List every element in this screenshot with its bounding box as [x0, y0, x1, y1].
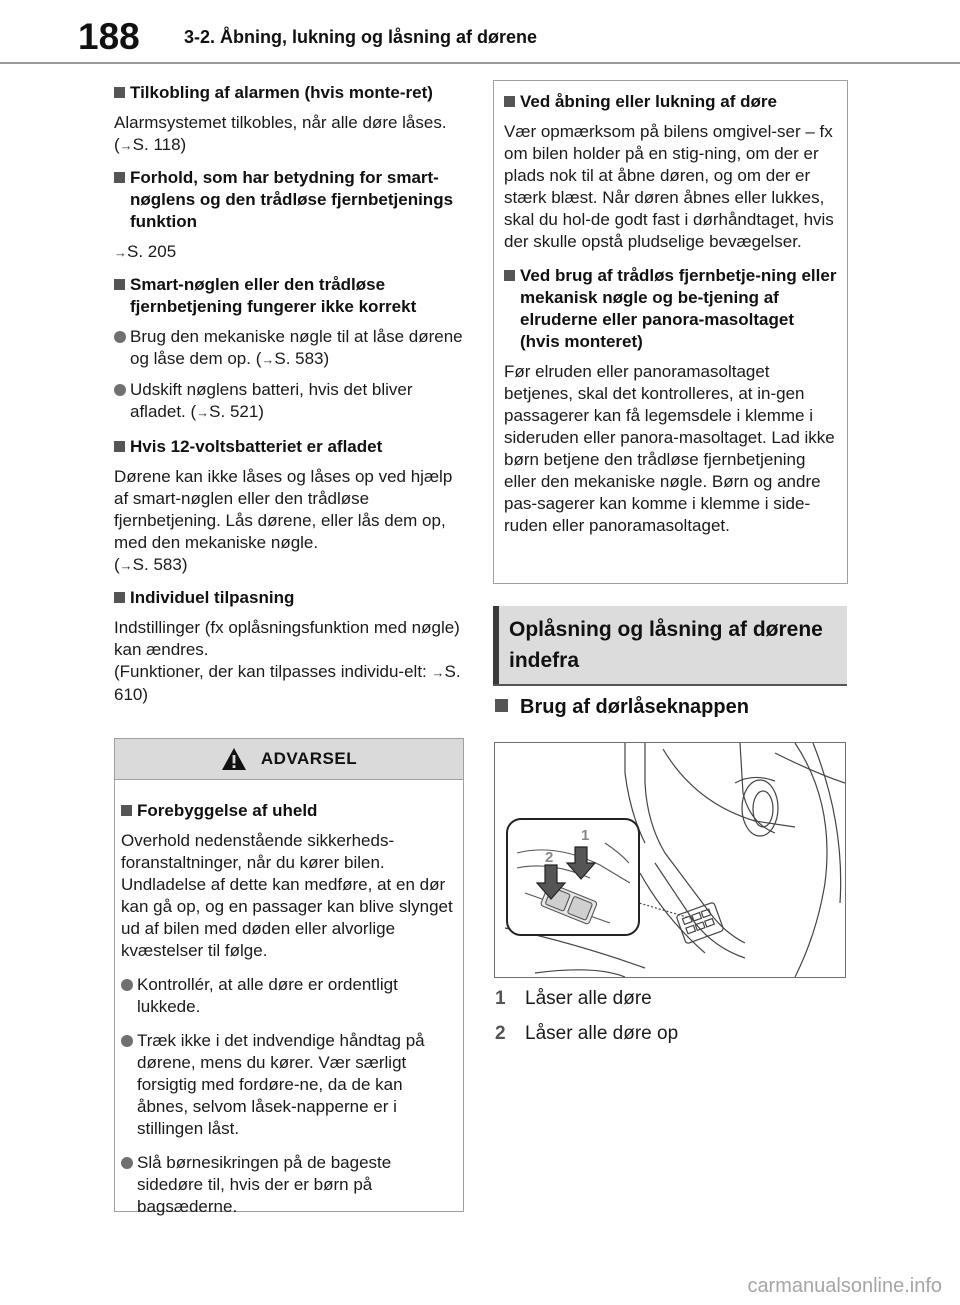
battery-ref: (→S. 583)	[114, 555, 188, 574]
chapter-title: 3-2. Åbning, lukning og låsning af dørene	[184, 27, 538, 47]
door-panel-drawing	[495, 743, 845, 977]
circle-bullet-icon	[121, 1035, 133, 1047]
alarm-page-link[interactable]: S. 118)	[132, 135, 187, 154]
custom-text-2: (Funktioner, der kan tilpasses individu-elt: →S. 610)	[114, 662, 461, 704]
warning-bullet: Træk ikke i det indvendige håndtag på dørene, mens du kører. Vær særligt forsigtig med fordøre-ne, da de kan åbnes, selvom låsek-napperne er i stillingen låst.	[121, 1030, 453, 1140]
square-bullet-icon	[114, 441, 125, 452]
malfunction-bullet: Udskift nøglens batteri, hvis det bliver afladet. (→S. 521)	[114, 379, 466, 424]
callout-2: 2	[545, 849, 554, 866]
alarm-text: Alarmsystemet tilkobles, når alle døre låses. (→S. 118)	[114, 113, 447, 154]
arrow-right-icon: →	[196, 405, 210, 420]
callout-1: 1	[581, 827, 590, 844]
square-bullet-icon	[504, 96, 515, 107]
battery-heading: Hvis 12-voltsbatteriet er afladet	[114, 436, 466, 458]
custom-text: Indstillinger (fx oplåsningsfunktion med nøgle) kan ændres.	[114, 618, 460, 659]
malfunction-bullet: Brug den mekaniske nøgle til at låse dørene og låse dem op. (→S. 583)	[114, 326, 466, 371]
warning-text: Overhold nedenstående sikkerheds-foranstaltninger, når du kører bilen. Undladelse af dette kan medføre, at en dør kan gå op, og en passager kan blive slynget ud af bilen med døden eller alvorlige kvæstelser til følge.	[121, 831, 453, 960]
battery-page-link[interactable]: S. 583)	[132, 555, 188, 574]
circle-bullet-icon	[121, 979, 133, 991]
warning-box	[114, 738, 464, 1216]
page-link[interactable]: S. 583)	[274, 349, 330, 368]
square-bullet-icon	[114, 592, 125, 603]
note-heading-1: Ved åbning eller lukning af døre	[504, 91, 837, 113]
circle-bullet-icon	[114, 384, 126, 396]
custom-page-link[interactable]: S. 610)	[114, 662, 461, 704]
arrow-right-icon: →	[431, 665, 445, 680]
square-bullet-icon	[504, 270, 515, 281]
battery-text: Dørene kan ikke låses og låses op ved hjælp af smart-nøglen eller den trådløse fjernbetjening. Lås dørene, eller lås dem op, med den mekaniske nøgle.	[114, 467, 453, 552]
note-box	[493, 80, 848, 584]
arrow-right-icon: →	[261, 352, 275, 367]
section-accent-bar	[493, 606, 499, 684]
warning-bullet: Slå børnesikringen på de bageste sidedøre til, hvis der er børn på bagsæderne.	[121, 1152, 453, 1218]
square-bullet-icon	[114, 87, 125, 98]
square-bullet-icon	[495, 699, 508, 712]
note-text-1: Vær opmærksom på bilens omgivel-ser – fx om bilen holder på en stig-ning, om der er plads nok til at åbne døren, og om der er stærk blæst. Når døren åbnes eller lukkes, skal du hol-de godt fast i dørhåndtaget, hvis der skulle opstå pludselige bevægelser.	[504, 122, 834, 251]
warning-triangle-icon	[221, 747, 247, 771]
malfunction-heading: Smart-nøglen eller den trådløse fjernbetjening fungerer ikke korrekt	[114, 274, 466, 318]
circle-bullet-icon	[121, 1157, 133, 1169]
custom-heading: Individuel tilpasning	[114, 587, 466, 609]
conditions-ref	[114, 241, 466, 264]
list-item: 1 Låser alle døre	[495, 988, 652, 1009]
door-lock-switch-illustration	[494, 742, 846, 978]
list-item: 2 Låser alle døre op	[495, 1023, 679, 1044]
header-rule	[0, 62, 960, 64]
subsection-heading: Brug af dørlåseknappen	[495, 696, 749, 719]
alarm-heading: Tilkobling af alarmen (hvis monte-ret)	[114, 82, 466, 104]
section-title: Oplåsning og låsning af dørene indefra	[509, 618, 823, 672]
note-text-2: Før elruden eller panoramasoltaget betjenes, skal det kontrolleres, at in-gen passagerer kan få legemsdele i klemme i sideruden eller panora-masoltaget. Lad ikke børn betjene den trådløse fjernbetjening eller den mekaniske nøgle. Børn og andre pas-sagerer kan komme i klemme i side-ruden eller panoramasoltaget.	[504, 362, 835, 535]
arrow-right-icon: →	[119, 138, 133, 153]
conditions-heading: Forhold, som har betydning for smart-nøglens og den trådløse fjernbetjenings funktion	[114, 167, 466, 233]
circle-bullet-icon	[114, 331, 126, 343]
square-bullet-icon	[121, 805, 132, 816]
steps-list	[495, 986, 847, 1056]
page-link[interactable]: S. 521)	[209, 402, 264, 421]
section-banner	[493, 606, 847, 684]
section-rule	[493, 684, 847, 686]
square-bullet-icon	[114, 172, 125, 183]
warning-heading: Forebyggelse af uheld	[121, 800, 453, 822]
arrow-right-icon: →	[119, 558, 133, 573]
page-number: 188	[78, 16, 140, 57]
note-heading-2: Ved brug af trådløs fjernbetje-ning eller mekanisk nøgle og be-tjening af elruderne eller panora-masoltaget (hvis monteret)	[504, 265, 837, 353]
conditions-page-link[interactable]: S. 205	[127, 242, 177, 261]
warning-body	[115, 780, 463, 1218]
arrow-right-icon: →	[114, 245, 127, 260]
left-column	[114, 76, 466, 714]
footer-watermark: carmanualsonline.info	[747, 1275, 942, 1297]
warning-bullet: Kontrollér, at alle døre er ordentligt lukkede.	[121, 974, 453, 1018]
warning-label: ADVARSEL	[260, 749, 358, 768]
square-bullet-icon	[114, 279, 125, 290]
warning-header	[115, 739, 463, 780]
